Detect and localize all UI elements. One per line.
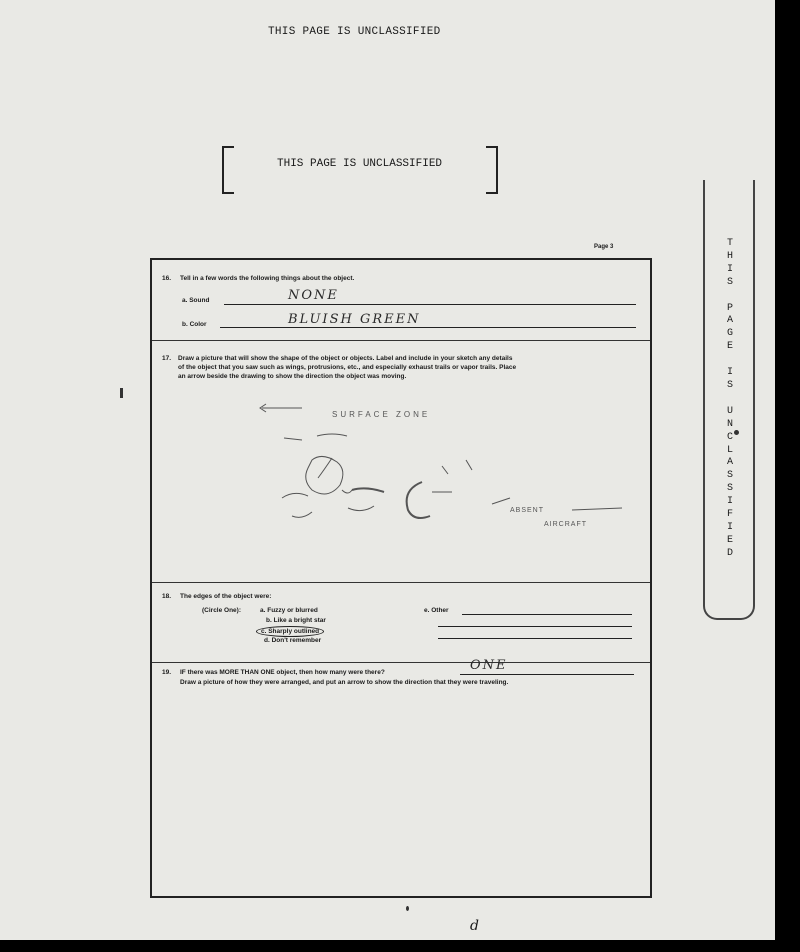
side-stamp-letter: I [726, 263, 733, 275]
side-stamp-letter: T [726, 238, 733, 249]
side-stamp-letter: I [726, 496, 733, 508]
side-stamp-letter: A [726, 457, 733, 469]
side-stamp-letter: S [726, 276, 733, 288]
question-17-section [152, 340, 650, 583]
side-stamp-letter [723, 354, 737, 367]
object-shape-1 [306, 456, 343, 494]
question-16-section [152, 260, 650, 341]
side-stamp-letter: S [726, 483, 733, 495]
side-stamp-letter: U [726, 405, 733, 417]
classification-box-text: THIS PAGE IS UNCLASSIFIED [277, 158, 443, 170]
sound-line [224, 304, 636, 305]
side-stamp-letter: L [726, 444, 733, 456]
option-b[interactable]: b. Like a bright star [266, 617, 326, 624]
side-classification-stamp [723, 238, 737, 561]
side-stamp-letter [723, 393, 737, 406]
scan-speck [406, 906, 409, 911]
sketch-label-3: AIRCRAFT [544, 521, 587, 528]
q17-line-3: an arrow beside the drawing to show the direction the object was moving. [178, 373, 407, 380]
option-a[interactable]: a. Fuzzy or blurred [260, 607, 318, 614]
scan-speck [734, 430, 739, 435]
sound-label: a. Sound [182, 297, 210, 304]
count-answer[interactable]: ONE [470, 658, 508, 673]
scan-speck [120, 388, 123, 398]
q17-line-1: Draw a picture that will show the shape of the object or objects. Label and include in your sketch any details [178, 355, 513, 362]
side-stamp-letter: A [726, 315, 733, 327]
side-stamp-letter: S [726, 379, 733, 391]
top-classification-header: THIS PAGE IS UNCLASSIFIED [268, 26, 441, 38]
circle-one-label: (Circle One): [202, 607, 242, 614]
q19-line-1: IF there was MORE THAN ONE object, then how many were there? [180, 669, 385, 676]
side-stamp-letter: E [726, 534, 733, 546]
option-d[interactable]: d. Don't remember [264, 637, 322, 644]
sound-value[interactable]: NONE [288, 288, 339, 303]
page-number: Page 3 [594, 244, 614, 250]
other-line-3[interactable] [438, 638, 632, 639]
q19-line-2: Draw a picture of how they were arranged, and put an arrow to show the direction that they were traveling. [180, 679, 509, 686]
side-stamp-letter: F [726, 509, 733, 521]
option-c-circled[interactable]: c. Sharply outlined [256, 626, 324, 637]
side-stamp-letter: P [726, 302, 733, 314]
object-shape-2 [407, 482, 430, 518]
color-label: b. Color [182, 321, 207, 328]
q17-number: 17. [162, 355, 172, 362]
side-stamp-letter: N [726, 418, 733, 430]
color-value[interactable]: BLUISH GREEN [288, 312, 421, 327]
box-right-bracket [486, 146, 498, 194]
side-stamp-letter: I [726, 367, 733, 379]
other-line-2[interactable] [438, 626, 632, 627]
q19-number: 19. [162, 669, 172, 676]
q17-line-2: of the object that you saw such as wings, protrusions, etc., and especially exhaust trails or vapor trails. Place [178, 364, 517, 371]
q16-text: Tell in a few words the following things about the object. [180, 275, 355, 282]
other-label: e. Other [424, 607, 449, 614]
count-line [460, 674, 634, 675]
box-left-bracket [222, 146, 234, 194]
q18-number: 18. [162, 593, 172, 600]
side-stamp-letter [723, 290, 737, 303]
object-trail [352, 488, 384, 492]
question-19-section [152, 658, 650, 896]
side-stamp-letter: H [726, 250, 733, 262]
side-stamp-letter: S [726, 470, 733, 482]
footer-handwritten-mark: d [470, 918, 479, 934]
side-stamp-letter: D [726, 547, 733, 559]
q16-number: 16. [162, 275, 172, 282]
report-form [150, 258, 652, 898]
sketch-label-1: SURFACE ZONE [332, 410, 431, 419]
side-stamp-letter: I [726, 521, 733, 533]
q18-text: The edges of the object were: [180, 593, 272, 600]
color-line [220, 327, 636, 328]
sketch-label-2: ABSENT [510, 507, 545, 514]
other-line-1[interactable] [462, 614, 632, 615]
classification-box [222, 146, 498, 194]
side-stamp-letter: E [726, 341, 733, 353]
question-18-section [152, 582, 650, 663]
object-sketch [152, 340, 650, 582]
side-stamp-letter: C [726, 431, 733, 443]
side-stamp-letter: G [726, 328, 733, 340]
